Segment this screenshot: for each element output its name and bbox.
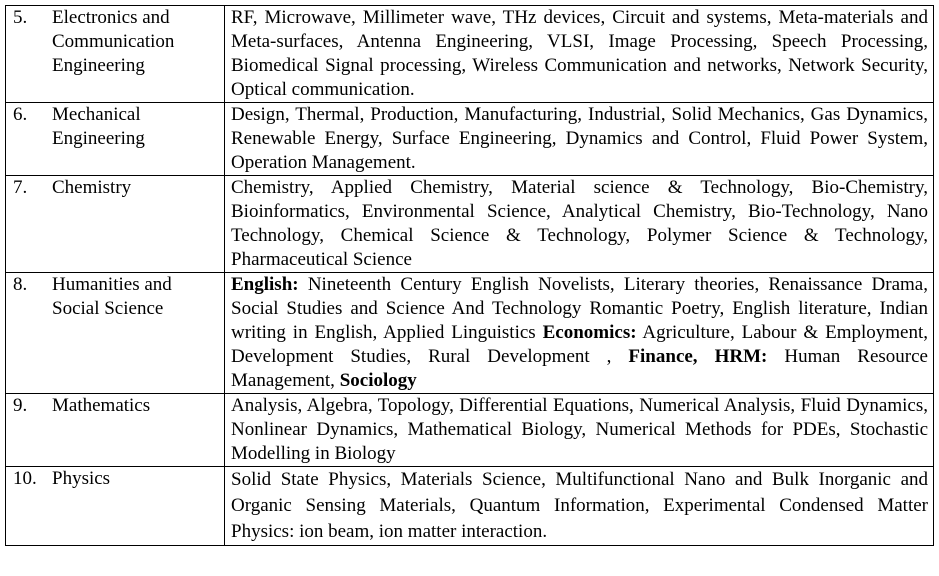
department-cell <box>6 176 225 273</box>
department-name: Mechanical Engineering <box>52 104 145 149</box>
topics-cell <box>225 467 934 546</box>
row-number: 6. <box>13 104 28 125</box>
row-number: 5. <box>13 7 28 28</box>
department-cell <box>6 6 225 103</box>
topics-cell <box>225 6 934 103</box>
row-number: 9. <box>13 395 28 416</box>
table-row <box>6 467 934 546</box>
table-row <box>6 6 934 103</box>
economics-label: Economics: <box>542 322 637 343</box>
department-name: Physics <box>52 468 111 489</box>
finance-label: Finance, <box>628 346 698 367</box>
department-name: Electronics and Communication Engineering <box>52 7 175 76</box>
row-number: 7. <box>13 177 28 198</box>
table-row <box>6 273 934 394</box>
hrm-label: HRM: <box>714 346 768 367</box>
topics-cell <box>225 273 934 394</box>
hrm-topics: Human Resource Management, <box>231 346 928 391</box>
department-name: Mathematics <box>52 395 151 416</box>
department-cell <box>6 103 225 176</box>
topics-text: RF, Microwave, Millimeter wave, THz devices, Circuit and systems, Meta-materials and Meta-surfaces, Antenna Engineering, VLSI, Image Processing, Speech Processing, Biomedical Signal processing, Wireless Communication and networks, Network Security, Optical communication. <box>231 7 928 100</box>
topics-cell <box>225 176 934 273</box>
topics-text: Analysis, Algebra, Topology, Differential Equations, Numerical Analysis, Fluid Dynamics, Nonlinear Dynamics, Mathematical Biology, Numerical Methods for PDEs, Stochastic Modelling in Biology <box>231 395 928 464</box>
department-cell <box>6 273 225 394</box>
topics-cell <box>225 394 934 467</box>
department-name: Humanities and Social Science <box>52 274 172 319</box>
table-row <box>6 176 934 273</box>
row-number: 10. <box>13 468 37 489</box>
topics-text: Solid State Physics, Materials Science, Multifunctional Nano and Bulk Inorganic and Organic Sensing Materials, Quantum Information, Experimental Condensed Matter Physics: ion beam, ion matter interaction. <box>231 469 928 542</box>
sociology-label: Sociology <box>339 370 417 391</box>
economics-topics: Agriculture, Labour & Employment, Development Studies, Rural Development , <box>231 322 928 367</box>
row-number: 8. <box>13 274 28 295</box>
department-cell <box>6 467 225 546</box>
topics-text: Design, Thermal, Production, Manufacturing, Industrial, Solid Mechanics, Gas Dynamics, Renewable Energy, Surface Engineering, Dynamics and Control, Fluid Power System, Operation Management. <box>231 104 928 173</box>
department-name: Chemistry <box>52 177 132 198</box>
table-row <box>6 394 934 467</box>
topics-text: Chemistry, Applied Chemistry, Material science & Technology, Bio-Chemistry, Bioinformatics, Environmental Science, Analytical Chemistry, Bio-Technology, Nano Technology, Chemical Science & Technology, Polymer Science & Technology, Pharmaceutical Science <box>231 177 928 270</box>
department-topics-table <box>5 5 934 546</box>
english-topics: Nineteenth Century English Novelists, Literary theories, Renaissance Drama, Social Studies and Science And Technology Romantic Poetry, English literature, Indian writing in English, Applied Linguistics <box>231 274 928 343</box>
department-cell <box>6 394 225 467</box>
table-row <box>6 103 934 176</box>
topics-cell <box>225 103 934 176</box>
english-label: English: <box>231 274 299 295</box>
